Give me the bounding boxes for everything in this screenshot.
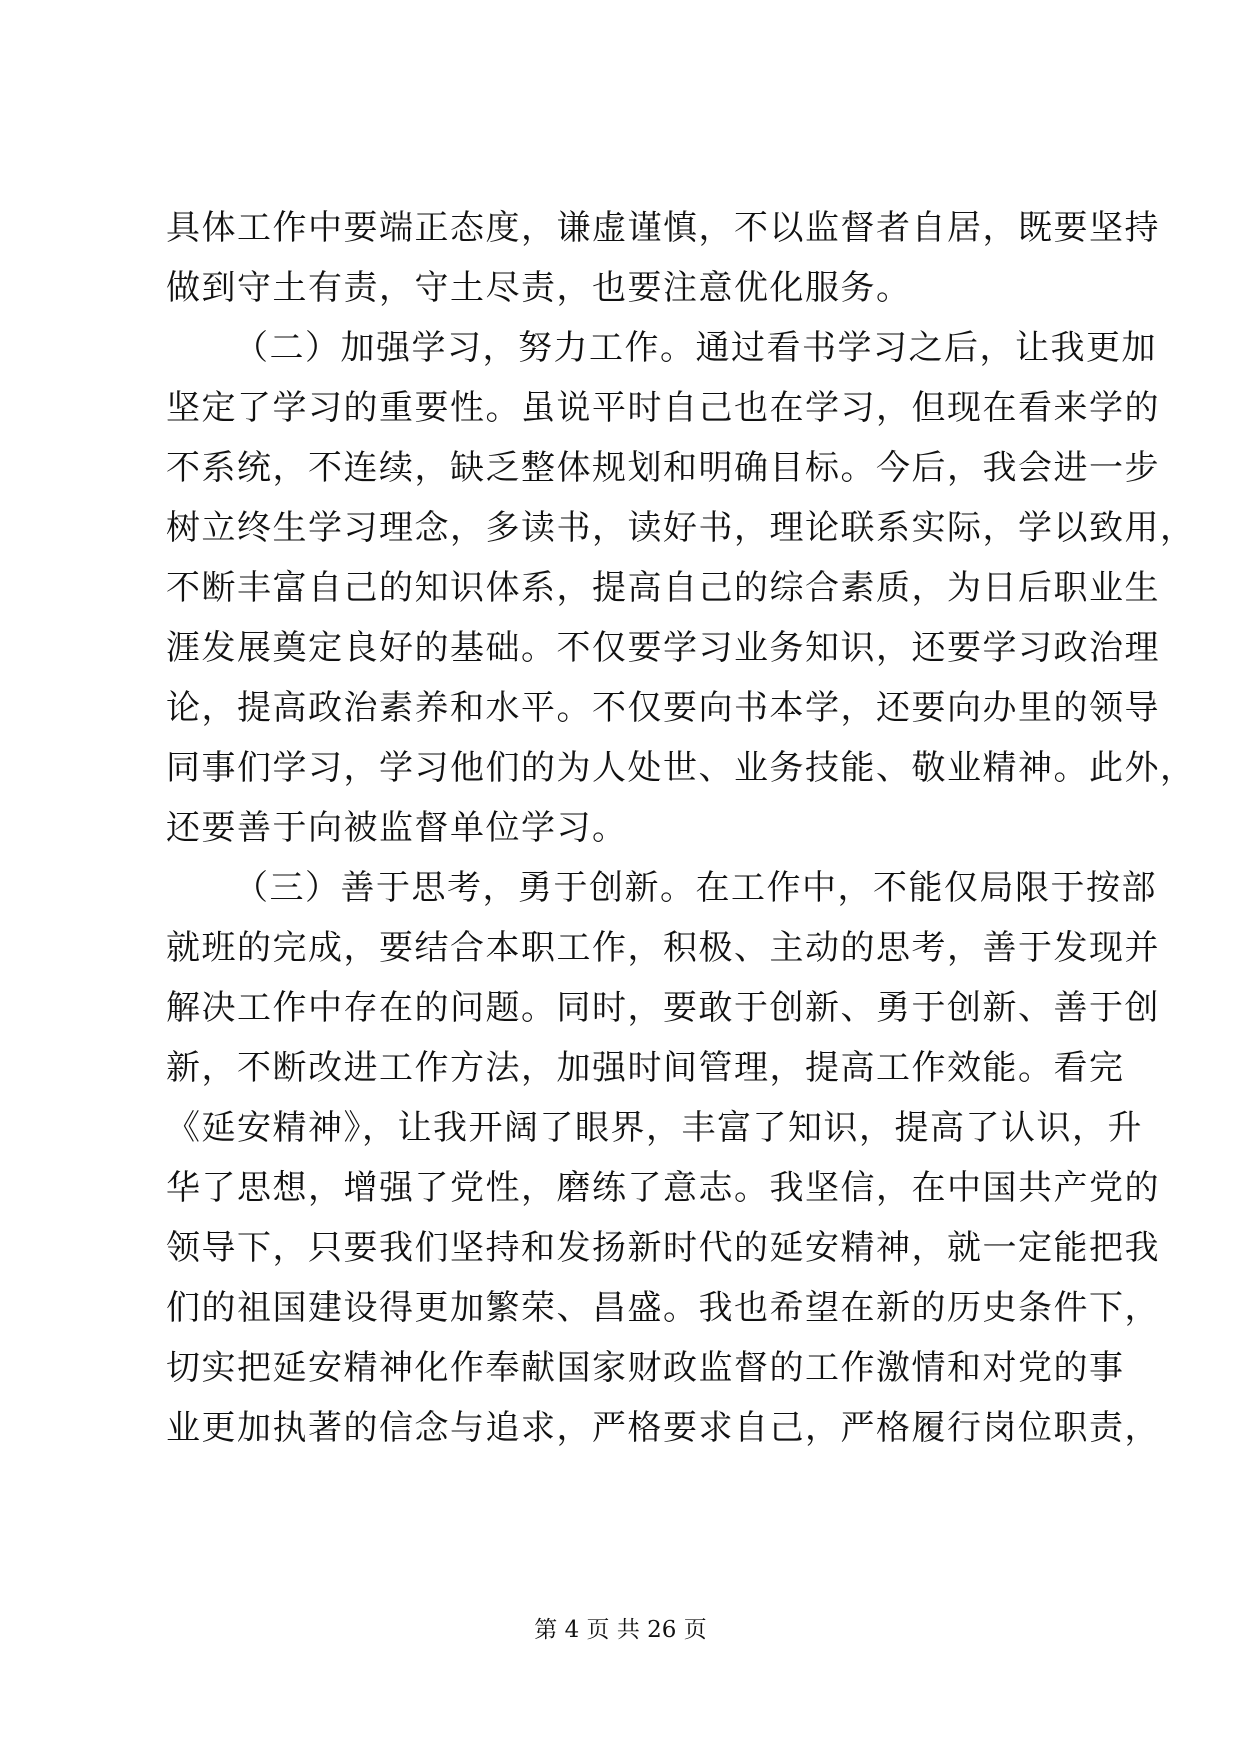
text-line: 坚定了学习的重要性。虽说平时自己也在学习，但现在看来学的	[166, 388, 1160, 428]
text-line: 具体工作中要端正态度，谦虚谨慎，不以监督者自居，既要坚持	[166, 208, 1160, 248]
text-line: 树立终生学习理念，多读书，读好书，理论联系实际，学以致用，	[166, 508, 1196, 548]
text-line: 不断丰富自己的知识体系，提高自己的综合素质，为日后职业生	[166, 568, 1160, 608]
text-line: 做到守土有责，守土尽责，也要注意优化服务。	[166, 268, 912, 308]
paragraph-heading-line: （三）善于思考，勇于创新。在工作中，不能仅局限于按部	[234, 868, 1157, 908]
text-line: 新，不断改进工作方法，加强时间管理，提高工作效能。看完	[166, 1048, 1125, 1088]
text-line: 涯发展奠定良好的基础。不仅要学习业务知识，还要学习政治理	[166, 628, 1160, 668]
paragraph-heading-line: （二）加强学习，努力工作。通过看书学习之后，让我更加	[234, 328, 1157, 368]
text-line: 论，提高政治素养和水平。不仅要向书本学，还要向办里的领导	[166, 688, 1160, 728]
text-line: 《延安精神》，让我开阔了眼界，丰富了知识，提高了认识，升	[166, 1108, 1143, 1148]
text-line: 不系统，不连续，缺乏整体规划和明确目标。今后，我会进一步	[166, 448, 1160, 488]
text-line: 就班的完成，要结合本职工作，积极、主动的思考，善于发现并	[166, 928, 1160, 968]
text-line: 同事们学习，学习他们的为人处世、业务技能、敬业精神。此外，	[166, 748, 1196, 788]
text-line: 还要善于向被监督单位学习。	[166, 808, 628, 848]
page-number-footer: 第 4 页 共 26 页	[534, 1617, 707, 1643]
text-line: 业更加执著的信念与追求，严格要求自己，严格履行岗位职责，	[166, 1408, 1160, 1448]
text-line: 切实把延安精神化作奉献国家财政监督的工作激情和对党的事	[166, 1348, 1125, 1388]
text-line: 华了思想，增强了党性，磨练了意志。我坚信，在中国共产党的	[166, 1168, 1160, 1208]
text-line: 解决工作中存在的问题。同时，要敢于创新、勇于创新、善于创	[166, 988, 1160, 1028]
text-line: 领导下，只要我们坚持和发扬新时代的延安精神，就一定能把我	[166, 1228, 1160, 1268]
text-line: 们的祖国建设得更加繁荣、昌盛。我也希望在新的历史条件下，	[166, 1288, 1160, 1328]
